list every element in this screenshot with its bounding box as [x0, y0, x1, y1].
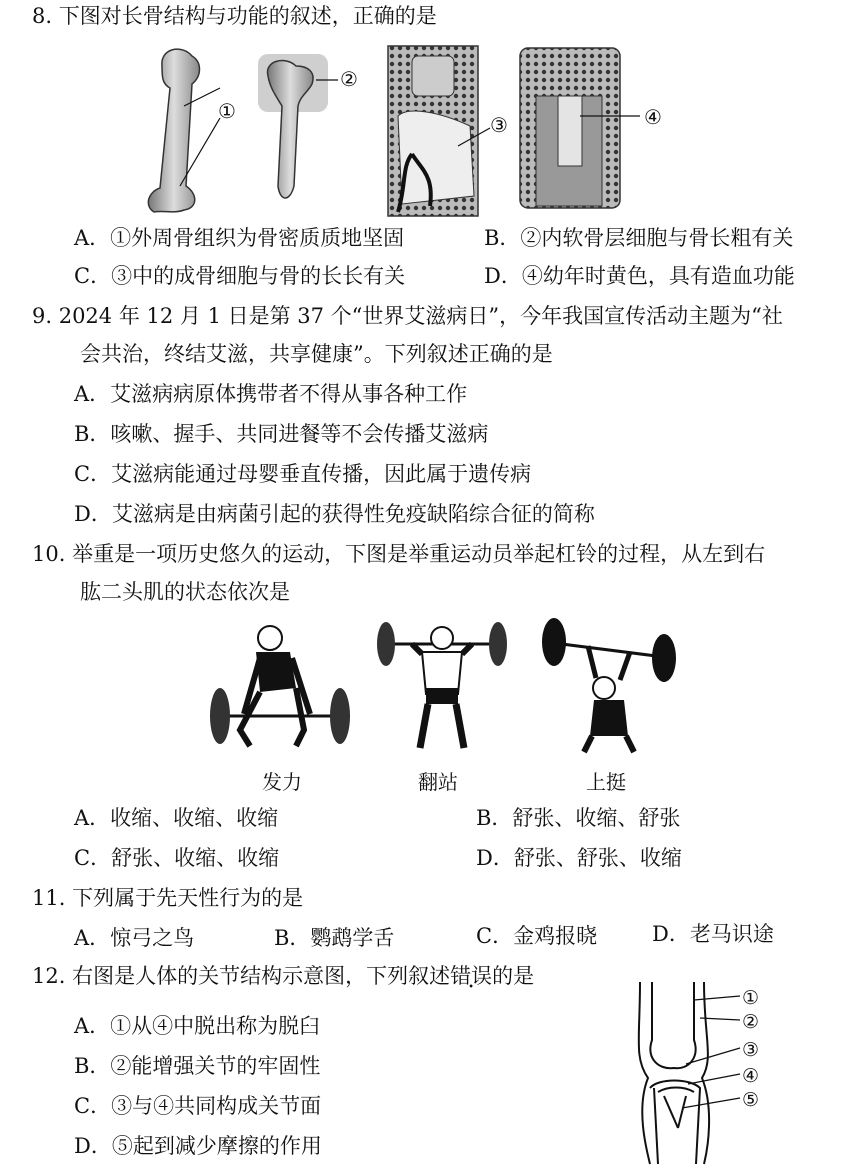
q12-stem-emphasis: 错误 [450, 964, 493, 988]
q12-option-c: C．③与④共同构成关节面 [74, 1094, 322, 1118]
q10-option-c: C．舒张、收缩、收缩 [74, 846, 280, 870]
lifter-jerk-drawing [542, 618, 676, 752]
label-3: ③ [490, 113, 508, 137]
q9-option-b: B．咳嗽、握手、共同进餐等不会传播艾滋病 [74, 422, 489, 446]
q10-stem-line2: 肱二头肌的状态依次是 [80, 580, 290, 604]
joint-label-2: ② [742, 1011, 760, 1033]
q9-stem-line2: 会共治，终结艾滋，共享健康”。下列叙述正确的是 [80, 342, 553, 366]
q11-option-c: C．金鸡报晓 [476, 924, 598, 948]
joint-structure-figure [628, 978, 808, 1168]
caption-clean: 翻站 [418, 770, 458, 794]
joint-label-5: ⑤ [742, 1089, 760, 1111]
joint-label-4: ④ [742, 1065, 760, 1087]
femur-head-drawing [258, 54, 338, 198]
bone-section-drawing [388, 46, 490, 216]
q9-option-d: D．艾滋病是由病菌引起的获得性免疫缺陷综合征的简称 [74, 502, 595, 526]
q8-stem: 8. 下图对长骨结构与功能的叙述，正确的是 [32, 4, 437, 28]
lifter-clean-drawing [377, 622, 507, 748]
caption-jerk: 上挺 [586, 770, 626, 794]
joint-label-3: ③ [742, 1039, 760, 1061]
q8-option-c: C．③中的成骨细胞与骨的长长有关 [74, 264, 406, 288]
bone-tube-drawing [520, 48, 640, 208]
lifter-pull-drawing [210, 626, 350, 746]
label-4: ④ [644, 105, 662, 129]
q10-option-d: D．舒张、舒张、收缩 [476, 846, 682, 870]
q11-option-b: B．鹦鹉学舌 [274, 926, 395, 950]
q12-stem [32, 964, 534, 989]
q11-stem: 11. 下列属于先天性行为的是 [32, 886, 304, 910]
q11-option-d: D．老马识途 [652, 922, 774, 946]
q10-option-a: A．收缩、收缩、收缩 [74, 806, 279, 830]
q10-option-b: B．舒张、收缩、舒张 [476, 806, 681, 830]
joint-label-1: ① [742, 987, 760, 1009]
q9-stem-line1: 9. 2024 年 12 月 1 日是第 37 个“世界艾滋病日”，今年我国宣传活动主题为“社 [32, 304, 783, 328]
q9-option-c: C．艾滋病能通过母婴垂直传播，因此属于遗传病 [74, 462, 532, 486]
long-bone-figure [140, 36, 700, 226]
weightlifting-figure [200, 618, 680, 758]
femur-drawing [148, 49, 220, 212]
label-1: ① [218, 99, 236, 123]
joint-capsule [639, 982, 650, 1164]
caption-pull: 发力 [262, 770, 302, 794]
q12-option-d: D．⑤起到减少摩擦的作用 [74, 1134, 322, 1158]
q10-stem-line1: 10. 举重是一项历史悠久的运动，下图是举重运动员举起杠铃的过程，从左到右 [32, 542, 766, 566]
q12-stem-post: 的是 [492, 964, 535, 988]
q9-option-a: A．艾滋病病原体携带者不得从事各种工作 [74, 382, 468, 406]
upper-bone [650, 982, 695, 1068]
q8-option-b: B．②内软骨层细胞与骨长粗有关 [484, 226, 794, 250]
q12-stem-pre: 12. 右图是人体的关节结构示意图，下列叙述 [32, 964, 451, 988]
q11-option-a: A．惊弓之鸟 [74, 926, 195, 950]
q12-option-a: A．①从④中脱出称为脱臼 [74, 1014, 321, 1038]
q12-option-b: B．②能增强关节的牢固性 [74, 1054, 321, 1078]
label-2: ② [340, 67, 358, 91]
q8-option-a: A．①外周骨组织为骨密质质地坚固 [74, 226, 405, 250]
q8-option-d: D．④幼年时黄色，具有造血功能 [484, 264, 795, 288]
